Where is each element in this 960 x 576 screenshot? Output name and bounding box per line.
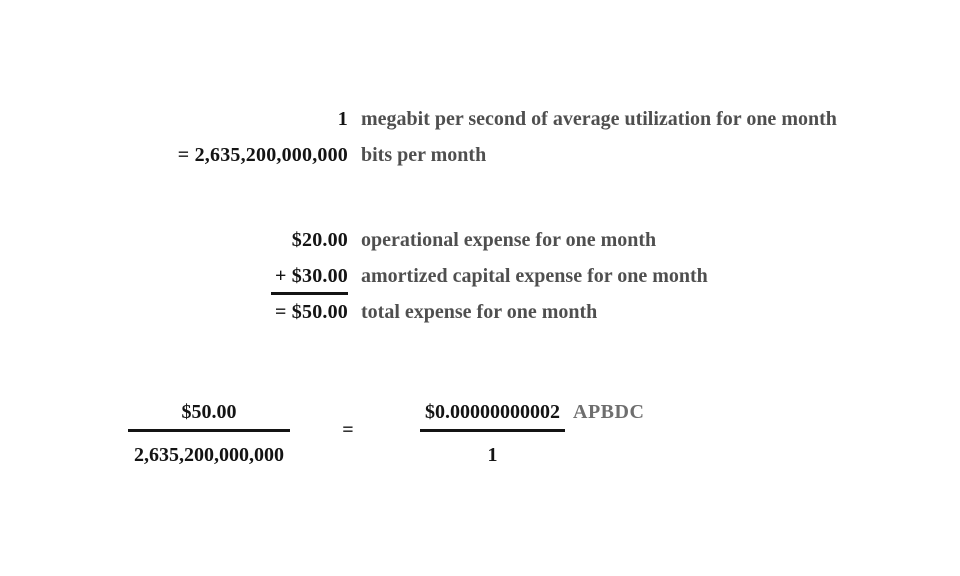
left-fraction-denominator: 2,635,200,000,000	[134, 444, 284, 466]
total-expense-value: = $50.00	[275, 300, 348, 323]
operational-expense-description: operational expense for one month	[361, 228, 657, 251]
capital-expense-row	[0, 258, 708, 294]
left-fraction-numerator: $50.00	[181, 401, 237, 423]
operational-expense-row	[0, 222, 656, 258]
total-expense-description: total expense for one month	[361, 300, 598, 323]
capital-expense-value: + $30.00	[275, 264, 348, 287]
apbdc-result-fraction	[420, 398, 565, 468]
apbdc-label: APBDC	[573, 401, 645, 423]
bandwidth-row	[0, 101, 837, 137]
operational-expense-value: $20.00	[291, 228, 348, 251]
bandwidth-value: 1	[337, 107, 348, 130]
equals-sign: =	[342, 419, 354, 441]
right-fraction-denominator: 1	[487, 444, 498, 466]
expense-per-bits-fraction	[128, 398, 290, 468]
fraction-bar	[420, 429, 565, 432]
capital-expense-description: amortized capital expense for one month	[361, 264, 708, 287]
total-expense-row	[0, 294, 597, 330]
fraction-bar	[128, 429, 290, 432]
bits-per-month-row	[0, 137, 486, 173]
bits-per-month-value: = 2,635,200,000,000	[177, 143, 348, 166]
bandwidth-description: megabit per second of average utilization for one month	[361, 107, 837, 130]
bits-per-month-description: bits per month	[361, 143, 487, 166]
right-fraction-numerator: $0.00000000002	[425, 401, 560, 423]
